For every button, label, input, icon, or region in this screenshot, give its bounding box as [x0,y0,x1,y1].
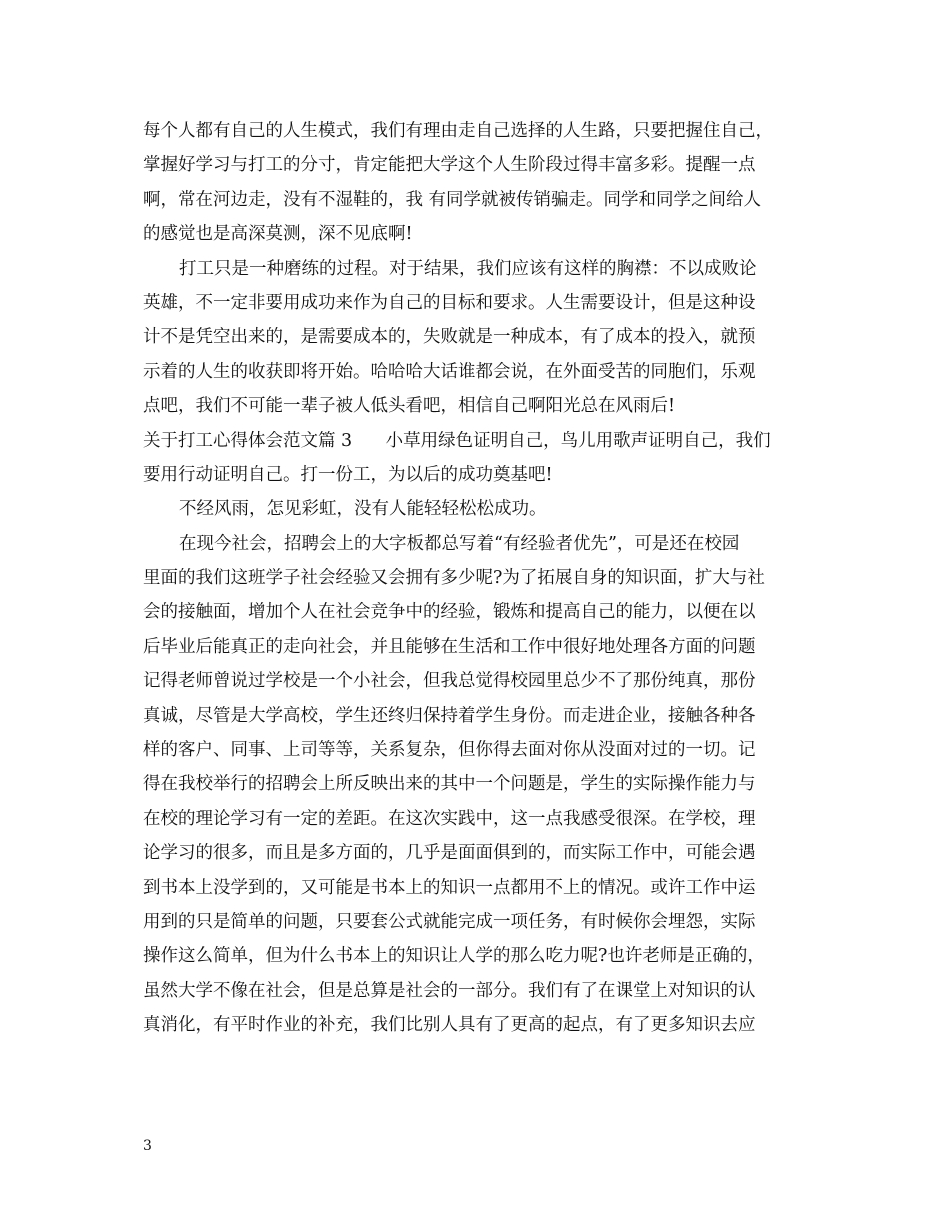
text-line: 每个人都有自己的人生模式，我们有理由走自己选择的人生路，只要把握住自己， [143,121,773,141]
text-line: 得在我校举行的招聘会上所反映出来的其中一个问题是，学生的实际操作能力与 [143,774,756,795]
text-line: 计不是凭空出来的，是需要成本的，失败就是一种成本，有了成本的投入，就预 [143,327,756,348]
text-line: 到书本上没学到的，又可能是书本上的知识一点都用不上的情况。或许工作中运 [143,877,756,898]
text-line: 示着的人生的收获即将开始。哈哈哈大话谁都会说，在外面受苦的同胞们，乐观 [143,361,756,382]
text-line: 啊，常在河边走，没有不湿鞋的，我 有同学就被传销骗走。同学和同学之间给人 [143,189,762,210]
text-line: 打工只是一种磨练的过程。对于结果，我们应该有这样的胸襟：不以成败论 [179,258,757,279]
text-line: 真消化，有平时作业的补充，我们比别人具有了更高的起点，有了更多知识去应 [143,1015,756,1036]
text-line: 掌握好学习与打工的分寸，肯定能把大学这个人生阶段过得丰富多彩。提醒一点 [143,155,756,176]
text-line: 会的接触面，增加个人在社会竞争中的经验，锻炼和提高自己的能力，以便在以 [143,602,756,623]
text-line: 后毕业后能真正的走向社会，并且能够在生活和工作中很好地处理各方面的问题 [143,636,756,657]
text-line: 操作这么简单，但为什么书本上的知识让人学的那么吃力呢?也许老师是正确的， [143,946,765,967]
text-line: 不经风雨，怎见彩虹，没有人能轻轻松松成功。 [179,499,547,520]
text-line: 论学习的很多，而且是多方面的，几乎是面面俱到的，而实际工作中，可能会遇 [143,843,756,864]
text-line: 记得老师曾说过学校是一个小社会，但我总觉得校园里总少不了那份纯真，那份 [143,671,756,692]
text-line: 点吧，我们不可能一辈子被人低头看吧，相信自己啊阳光总在风雨后! [143,396,676,417]
text-line: 的感觉也是高深莫测，深不见底啊! [143,224,413,245]
text-line: 在现今社会，招聘会上的大字板都总写着“有经验者优先”，可是还在校园 [179,533,740,554]
text-line: 关于打工心得体会范文篇 3 小草用绿色证明自己，鸟儿用歌声证明自己，我们 [143,430,771,451]
body-text [143,114,815,1043]
text-line: 英雄，不一定非要用成功来作为自己的目标和要求。人生需要设计，但是这种设 [143,292,756,313]
text-line: 要用行动证明自己。打一份工，为以后的成功奠基吧! [143,464,553,485]
text-line: 真诚，尽管是大学高校，学生还终归保持着学生身份。而走进企业，接触各种各 [143,705,756,726]
text-line: 里面的我们这班学子社会经验又会拥有多少呢?为了拓展自身的知识面，扩大与社 [143,568,765,589]
text-line: 样的客户、同事、上司等等，关系复杂，但你得去面对你从没面对过的一切。记 [143,740,756,761]
text-line: 在校的理论学习有一定的差距。在这次实践中，这一点我感受很深。在学校，理 [143,808,756,829]
text-line: 用到的只是简单的问题，只要套公式就能完成一项任务，有时候你会埋怨，实际 [143,911,756,932]
page-number: 3 [143,1138,152,1154]
text-line: 虽然大学不像在社会，但是总算是社会的一部分。我们有了在课堂上对知识的认 [143,980,756,1001]
